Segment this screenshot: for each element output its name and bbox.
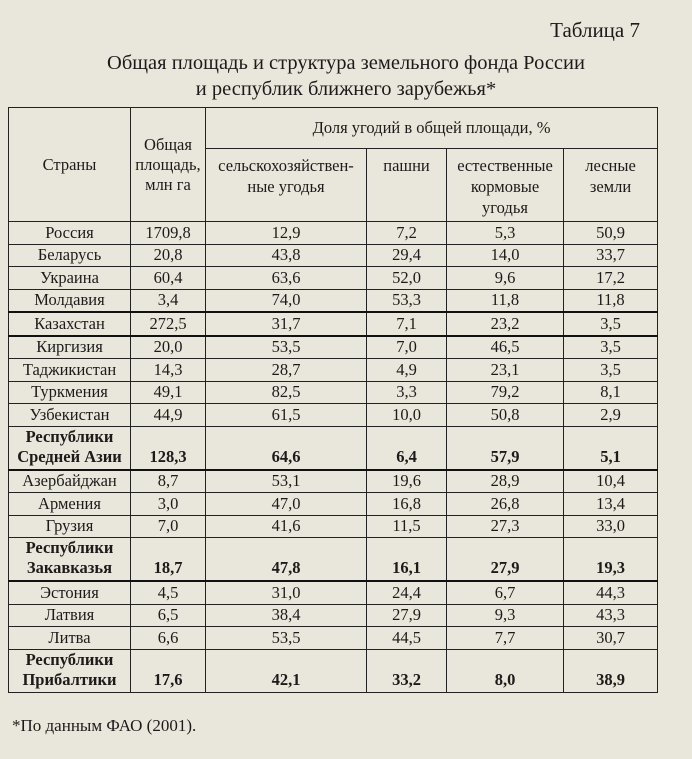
- cell-agricultural: 43,8: [206, 244, 367, 267]
- cell-forage: 26,8: [447, 493, 564, 516]
- cell-arable: 24,4: [367, 581, 447, 604]
- cell-country: Беларусь: [9, 244, 131, 267]
- cell-forage: 6,7: [447, 581, 564, 604]
- table-title: [0, 50, 692, 102]
- cell-forage: 8,0: [447, 649, 564, 692]
- table-row: [9, 581, 658, 604]
- cell-agricultural: 31,7: [206, 312, 367, 336]
- table-total-row: [9, 426, 658, 470]
- cell-agricultural: 31,0: [206, 581, 367, 604]
- header-forest: лесные земли: [564, 149, 658, 222]
- cell-arable: 19,6: [367, 470, 447, 493]
- header-share-group: Доля угодий в общей площади, %: [206, 108, 658, 149]
- cell-forage: 7,7: [447, 627, 564, 650]
- header-agricultural: сельскохозяйствен-ные угодья: [206, 149, 367, 222]
- cell-forage: 9,6: [447, 267, 564, 290]
- cell-total-area: 18,7: [131, 538, 206, 582]
- cell-forage: 79,2: [447, 381, 564, 404]
- cell-forage: 27,3: [447, 515, 564, 538]
- header-forage: естественные кормовые угодья: [447, 149, 564, 222]
- cell-forest: 11,8: [564, 289, 658, 312]
- cell-country: Литва: [9, 627, 131, 650]
- cell-total-area: 20,0: [131, 336, 206, 359]
- cell-forage: 14,0: [447, 244, 564, 267]
- cell-agricultural: 53,5: [206, 627, 367, 650]
- cell-country: Туркмения: [9, 381, 131, 404]
- cell-country: Грузия: [9, 515, 131, 538]
- cell-country: Казахстан: [9, 312, 131, 336]
- cell-arable: 16,1: [367, 538, 447, 582]
- cell-forage: 9,3: [447, 604, 564, 627]
- cell-arable: 11,5: [367, 515, 447, 538]
- cell-forest: 3,5: [564, 336, 658, 359]
- cell-total-area: 128,3: [131, 426, 206, 470]
- cell-total-area: 7,0: [131, 515, 206, 538]
- table-row: [9, 336, 658, 359]
- cell-country: Молдавия: [9, 289, 131, 312]
- header-total-area: Общая площадь, млн га: [131, 108, 206, 222]
- cell-forage: 57,9: [447, 426, 564, 470]
- table-body: [9, 222, 658, 693]
- cell-agricultural: 64,6: [206, 426, 367, 470]
- cell-arable: 52,0: [367, 267, 447, 290]
- cell-agricultural: 47,8: [206, 538, 367, 582]
- table-row: [9, 627, 658, 650]
- cell-forest: 44,3: [564, 581, 658, 604]
- cell-forage: 28,9: [447, 470, 564, 493]
- cell-arable: 7,2: [367, 222, 447, 245]
- cell-country: Киргизия: [9, 336, 131, 359]
- cell-country: Республики Прибалтики: [9, 649, 131, 692]
- cell-country: Армения: [9, 493, 131, 516]
- cell-country: Таджикистан: [9, 359, 131, 382]
- cell-total-area: 4,5: [131, 581, 206, 604]
- cell-forest: 3,5: [564, 312, 658, 336]
- cell-forest: 33,0: [564, 515, 658, 538]
- table-row: [9, 312, 658, 336]
- cell-forage: 46,5: [447, 336, 564, 359]
- cell-country: Узбекистан: [9, 404, 131, 427]
- cell-agricultural: 41,6: [206, 515, 367, 538]
- cell-forest: 8,1: [564, 381, 658, 404]
- cell-agricultural: 47,0: [206, 493, 367, 516]
- cell-forage: 5,3: [447, 222, 564, 245]
- cell-forage: 23,1: [447, 359, 564, 382]
- table-row: [9, 404, 658, 427]
- cell-total-area: 14,3: [131, 359, 206, 382]
- header-country: Страны: [9, 108, 131, 222]
- cell-agricultural: 38,4: [206, 604, 367, 627]
- cell-agricultural: 74,0: [206, 289, 367, 312]
- table-total-row: [9, 649, 658, 692]
- cell-forest: 30,7: [564, 627, 658, 650]
- table-number: Таблица 7: [550, 18, 640, 42]
- cell-forest: 50,9: [564, 222, 658, 245]
- cell-country: Республики Средней Азии: [9, 426, 131, 470]
- land-fund-table: [8, 107, 658, 693]
- cell-agricultural: 53,1: [206, 470, 367, 493]
- cell-forage: 23,2: [447, 312, 564, 336]
- cell-country: Украина: [9, 267, 131, 290]
- table-row: [9, 222, 658, 245]
- cell-arable: 6,4: [367, 426, 447, 470]
- cell-forest: 33,7: [564, 244, 658, 267]
- cell-forage: 50,8: [447, 404, 564, 427]
- cell-forest: 10,4: [564, 470, 658, 493]
- title-line-2: и республик ближнего зарубежья*: [195, 78, 497, 100]
- table-row: [9, 493, 658, 516]
- cell-total-area: 17,6: [131, 649, 206, 692]
- cell-country: Эстония: [9, 581, 131, 604]
- cell-total-area: 1709,8: [131, 222, 206, 245]
- cell-agricultural: 53,5: [206, 336, 367, 359]
- cell-forest: 19,3: [564, 538, 658, 582]
- cell-forest: 17,2: [564, 267, 658, 290]
- cell-forest: 13,4: [564, 493, 658, 516]
- cell-total-area: 60,4: [131, 267, 206, 290]
- cell-forage: 27,9: [447, 538, 564, 582]
- cell-country: Латвия: [9, 604, 131, 627]
- cell-total-area: 49,1: [131, 381, 206, 404]
- cell-total-area: 6,6: [131, 627, 206, 650]
- cell-total-area: 3,0: [131, 493, 206, 516]
- table-row: [9, 244, 658, 267]
- cell-arable: 33,2: [367, 649, 447, 692]
- cell-country: Республики Закавказья: [9, 538, 131, 582]
- footnote: *По данным ФАО (2001).: [12, 716, 197, 735]
- cell-forest: 5,1: [564, 426, 658, 470]
- cell-total-area: 6,5: [131, 604, 206, 627]
- cell-agricultural: 28,7: [206, 359, 367, 382]
- cell-arable: 7,0: [367, 336, 447, 359]
- cell-arable: 27,9: [367, 604, 447, 627]
- table-row: [9, 470, 658, 493]
- cell-agricultural: 82,5: [206, 381, 367, 404]
- cell-total-area: 8,7: [131, 470, 206, 493]
- cell-forest: 2,9: [564, 404, 658, 427]
- header-arable: пашни: [367, 149, 447, 222]
- cell-arable: 3,3: [367, 381, 447, 404]
- cell-agricultural: 63,6: [206, 267, 367, 290]
- table-row: [9, 604, 658, 627]
- table-total-row: [9, 538, 658, 582]
- cell-arable: 7,1: [367, 312, 447, 336]
- cell-forage: 11,8: [447, 289, 564, 312]
- table-row: [9, 515, 658, 538]
- cell-arable: 16,8: [367, 493, 447, 516]
- cell-agricultural: 42,1: [206, 649, 367, 692]
- cell-arable: 29,4: [367, 244, 447, 267]
- cell-forest: 38,9: [564, 649, 658, 692]
- cell-total-area: 44,9: [131, 404, 206, 427]
- table-row: [9, 267, 658, 290]
- cell-country: Россия: [9, 222, 131, 245]
- cell-agricultural: 61,5: [206, 404, 367, 427]
- cell-arable: 10,0: [367, 404, 447, 427]
- table-row: [9, 359, 658, 382]
- title-line-1: Общая площадь и структура земельного фонда России: [107, 52, 585, 74]
- cell-forest: 43,3: [564, 604, 658, 627]
- table-row: [9, 289, 658, 312]
- cell-total-area: 20,8: [131, 244, 206, 267]
- cell-agricultural: 12,9: [206, 222, 367, 245]
- cell-arable: 53,3: [367, 289, 447, 312]
- table-row: [9, 381, 658, 404]
- cell-country: Азербайджан: [9, 470, 131, 493]
- cell-total-area: 272,5: [131, 312, 206, 336]
- cell-forest: 3,5: [564, 359, 658, 382]
- cell-arable: 4,9: [367, 359, 447, 382]
- cell-total-area: 3,4: [131, 289, 206, 312]
- cell-arable: 44,5: [367, 627, 447, 650]
